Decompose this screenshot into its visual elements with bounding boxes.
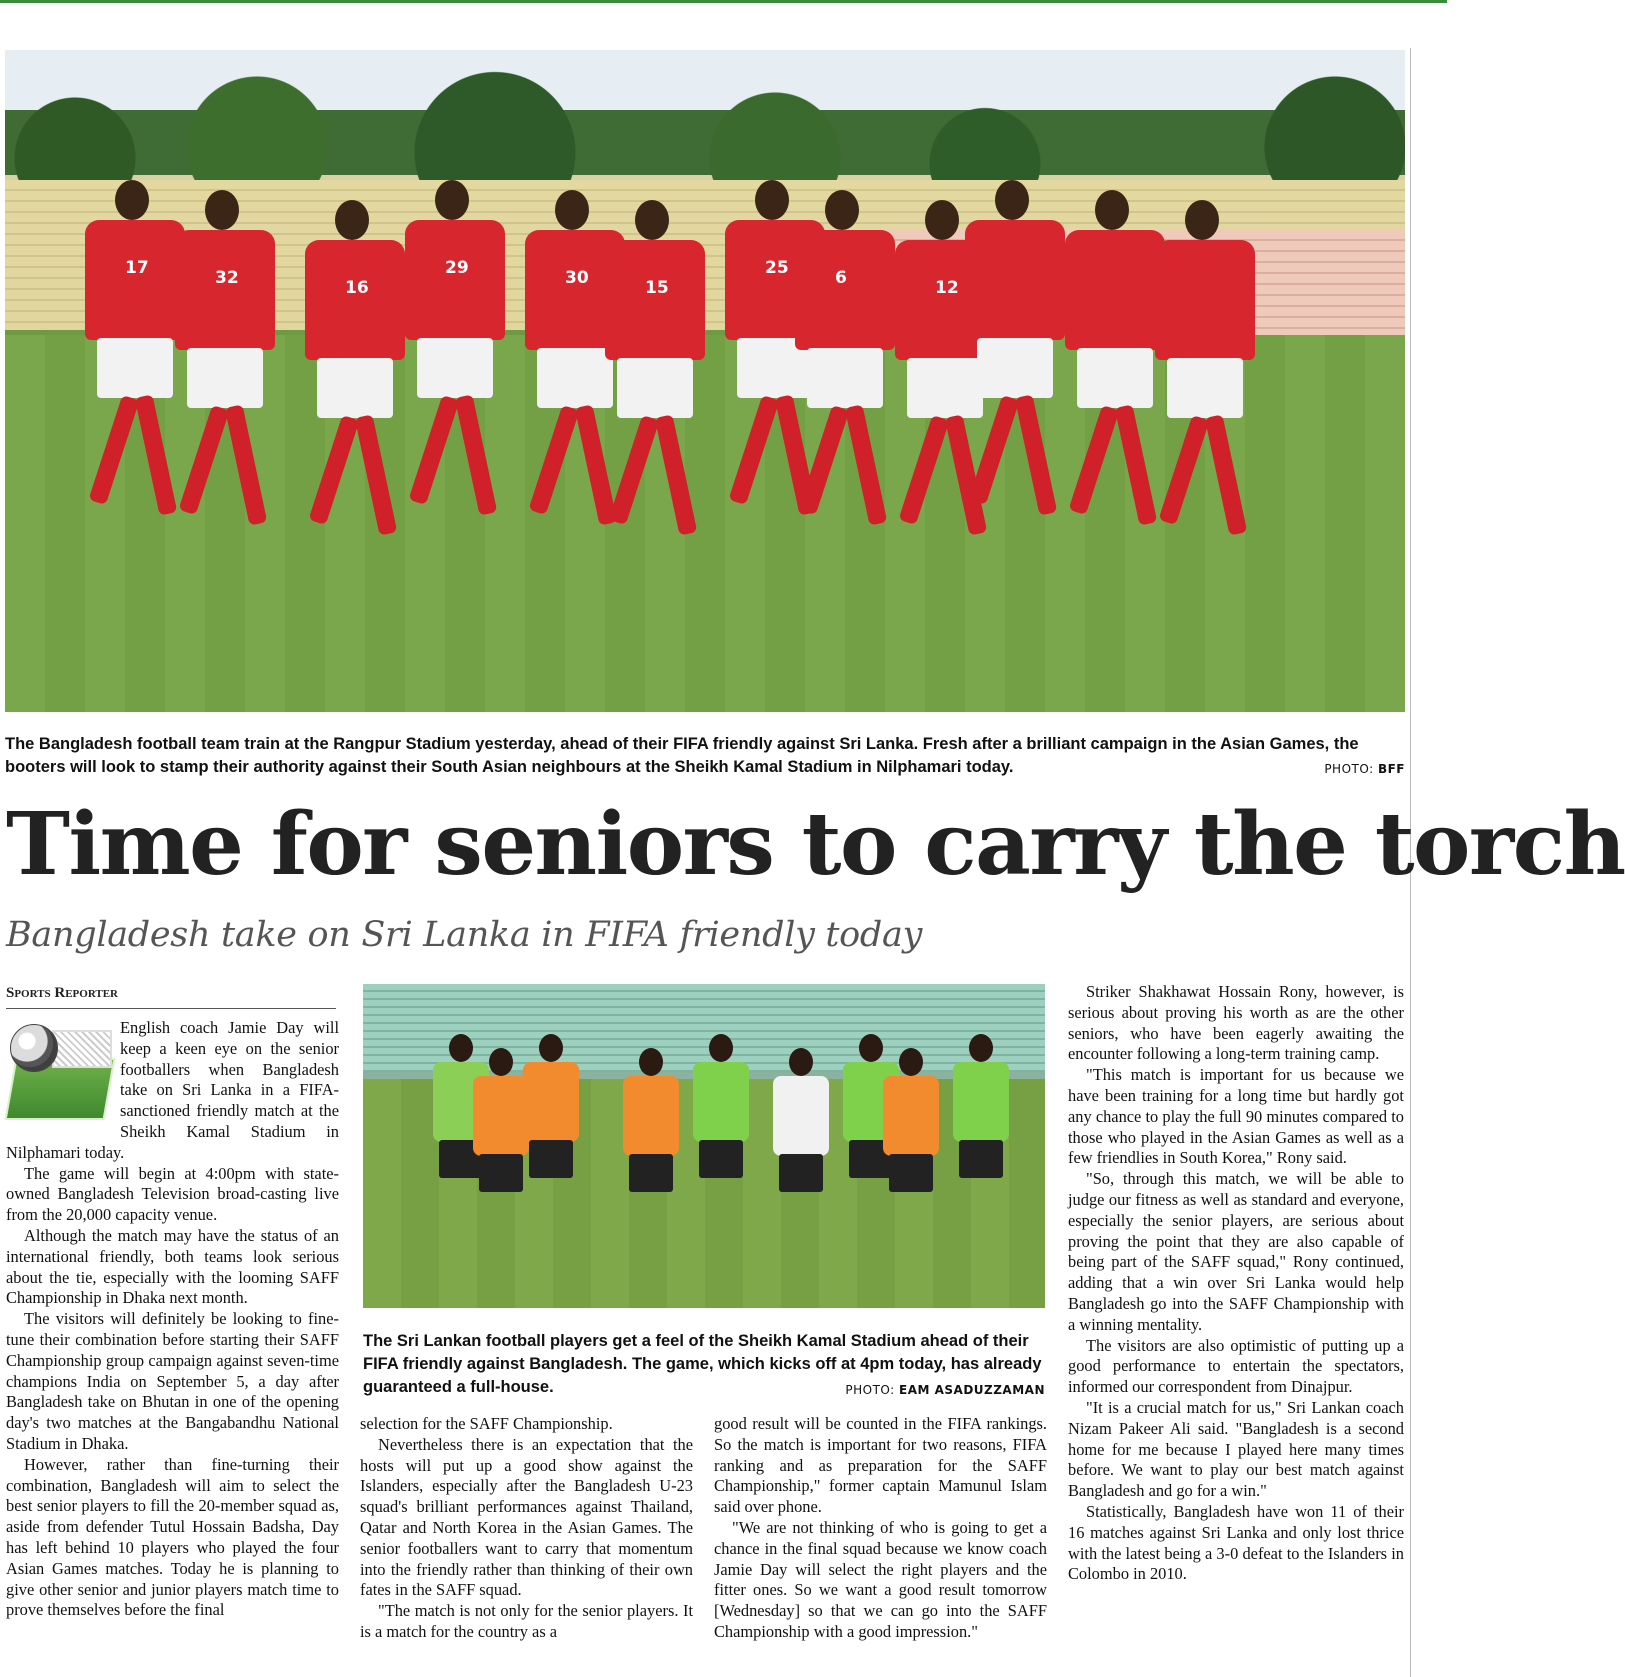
paragraph: Although the match may have the status of an international friendly, both teams look serious about the tie, especially with the looming SAFF Championship in Dhaka next month.: [6, 1225, 339, 1308]
player-shorts: [479, 1154, 523, 1192]
article-column-4: [1068, 982, 1404, 1585]
headline: Time for seniors to carry the torch: [6, 794, 1625, 895]
paragraph: "So, through this match, we will be able to judge our fitness as well as standard and everyone, especially the senior players, are serious about proving the point that they are also capable of being part of the SAFF squad," Rony continued, adding that a win over Sri Lanka would help Bangladesh go into the SAFF Championship with a winning mentality.: [1068, 1169, 1404, 1334]
player-head: [789, 1048, 813, 1076]
training-bib: [523, 1062, 579, 1142]
article-column-3: [714, 1414, 1047, 1643]
top-photo-caption: [5, 733, 1405, 779]
training-bib: [883, 1076, 939, 1156]
caption-text: The Sri Lankan football players get a feel of the Sheikh Kamal Stadium ahead of their FIFA friendly against Bangladesh. The game, which kicks off at 4pm today, has already guaranteed a full-house.: [363, 1332, 1042, 1396]
jersey-number: 12: [935, 278, 959, 298]
football-icon: [6, 1018, 112, 1118]
subheadline: Bangladesh take on Sri Lanka in FIFA friendly today: [6, 915, 923, 955]
jersey-number: 29: [445, 258, 469, 278]
photo-credit: PHOTO: EAM ASADUZZAMAN: [845, 1383, 1045, 1397]
paragraph: The game will begin at 4:00pm with state-owned Bangladesh Television broad-casting live from the 20,000 capacity venue.: [6, 1163, 339, 1225]
jersey-number: 25: [765, 258, 789, 278]
player-head: [449, 1034, 473, 1062]
jersey-number: 30: [565, 268, 589, 288]
player-head: [709, 1034, 733, 1062]
paragraph: good result will be counted in the FIFA rankings. So the match is important for two reasons, FIFA ranking and as preparation for the SAFF Championship," former captain Mamunul Islam said over phone.: [714, 1414, 1047, 1517]
paragraph: The visitors will definitely be looking to fine-tune their combination before starting their SAFF Championship group campaign against seven-time champions India on September 5, a day after Bangladesh take on Bhutan in one of the opening day's two matches at the Bangabandhu National Stadium in Dhaka.: [6, 1309, 339, 1453]
player-shorts: [529, 1140, 573, 1178]
player-shorts: [959, 1140, 1003, 1178]
photo-credit: PHOTO: BFF: [1324, 762, 1405, 776]
paragraph: Statistically, Bangladesh have won 11 of their 16 matches against Sri Lanka and only lost thrice with the latest being a 3-0 defeat to the Islanders in Colombo in 2010.: [1068, 1501, 1404, 1584]
caption-text: The Bangladesh football team train at the Rangpur Stadium yesterday, ahead of their FIFA friendly against Sri Lanka. Fresh after a brilliant campaign in the Asian Games, the booters will look to stamp their authority against their South Asian neighbours at the Sheikh Kamal Stadium in Nilphamari today.: [5, 735, 1359, 776]
paragraph: Striker Shakhawat Hossain Rony, however, is serious about proving his worth as are the other seniors, who have been eagerly awaiting the encounter following a long-term training camp.: [1068, 982, 1404, 1064]
paragraph: "This match is important for us because we have been training for a long time but hardly got any chance to play the full 90 minutes compared to those who played in the Asian Games as well as a few friendlies in South Korea," Rony said.: [1068, 1065, 1404, 1168]
top-border: [0, 0, 1447, 3]
paragraph: The visitors are also optimistic of putting up a good performance to entertain the spectators, informed our correspondent from Dinajpur.: [1068, 1335, 1404, 1397]
training-bib: [953, 1062, 1009, 1142]
paragraph: Nevertheless there is an expectation that the hosts will put up a good show against the Islanders, especially after the Bangladesh U-23 squad's brilliant performances against Thailand, Qatar and North Korea in the Asian Games. The senior footballers want to carry that momentum into the friendly rather than thinking of their own fates in the SAFF squad.: [360, 1434, 693, 1600]
training-bib: [473, 1076, 529, 1156]
player-head: [899, 1048, 923, 1076]
sri-lanka-players-photo: [363, 984, 1045, 1308]
player-head: [539, 1034, 563, 1062]
player-head: [639, 1048, 663, 1076]
player-shorts: [699, 1140, 743, 1178]
article-column-1: [6, 1018, 339, 1621]
jersey-number: 32: [215, 268, 239, 288]
paragraph: However, rather than fine-turning their combination, Bangladesh will aim to select the best senior players to fill the 20-member squad as, aside from defender Tutul Hossain Badsha, Day has left behind 10 players who played the four Asian Games matches. Today he is planning to give other senior and junior players match time to prove themselves before the final: [6, 1454, 339, 1620]
jersey-number: 17: [125, 258, 149, 278]
jersey-number: 15: [645, 278, 669, 298]
player-shorts: [629, 1154, 673, 1192]
paragraph: selection for the SAFF Championship.: [360, 1414, 613, 1433]
player-head: [859, 1034, 883, 1062]
paragraph: "We are not thinking of who is going to get a chance in the final squad because we know coach Jamie Day will select the right players and the fitter ones. So we want a good result tomorrow [Wednesday] so that we can go into the SAFF Championship with a good impression.": [714, 1517, 1047, 1641]
jersey-number: 16: [345, 278, 369, 298]
jersey-number: 6: [835, 268, 847, 288]
player-head: [489, 1048, 513, 1076]
player-shorts: [779, 1154, 823, 1192]
training-bib: [623, 1076, 679, 1156]
paragraph: "It is a crucial match for us," Sri Lankan coach Nizam Pakeer Ali said. "Bangladesh is a second home for me because I played here many times before. We want to play our best match against Bangladesh and go for a win.": [1068, 1397, 1404, 1501]
player-shorts: [889, 1154, 933, 1192]
paragraph: English coach Jamie Day will keep a keen eye on the senior footballers when Bangladesh take on Sri Lanka in a FIFA-sanctioned friendly match at the Sheikh Kamal Stadium in Nilphamari today.: [6, 1018, 339, 1162]
byline: Sports Reporter: [6, 985, 336, 1009]
article-column-2: [360, 1414, 693, 1643]
team-training-photo: [5, 50, 1405, 712]
training-bib: [773, 1076, 829, 1156]
mid-photo-caption: [363, 1330, 1045, 1399]
paragraph: "The match is not only for the senior players. It is a match for the country as a: [360, 1601, 693, 1641]
training-bib: [693, 1062, 749, 1142]
player-head: [969, 1034, 993, 1062]
